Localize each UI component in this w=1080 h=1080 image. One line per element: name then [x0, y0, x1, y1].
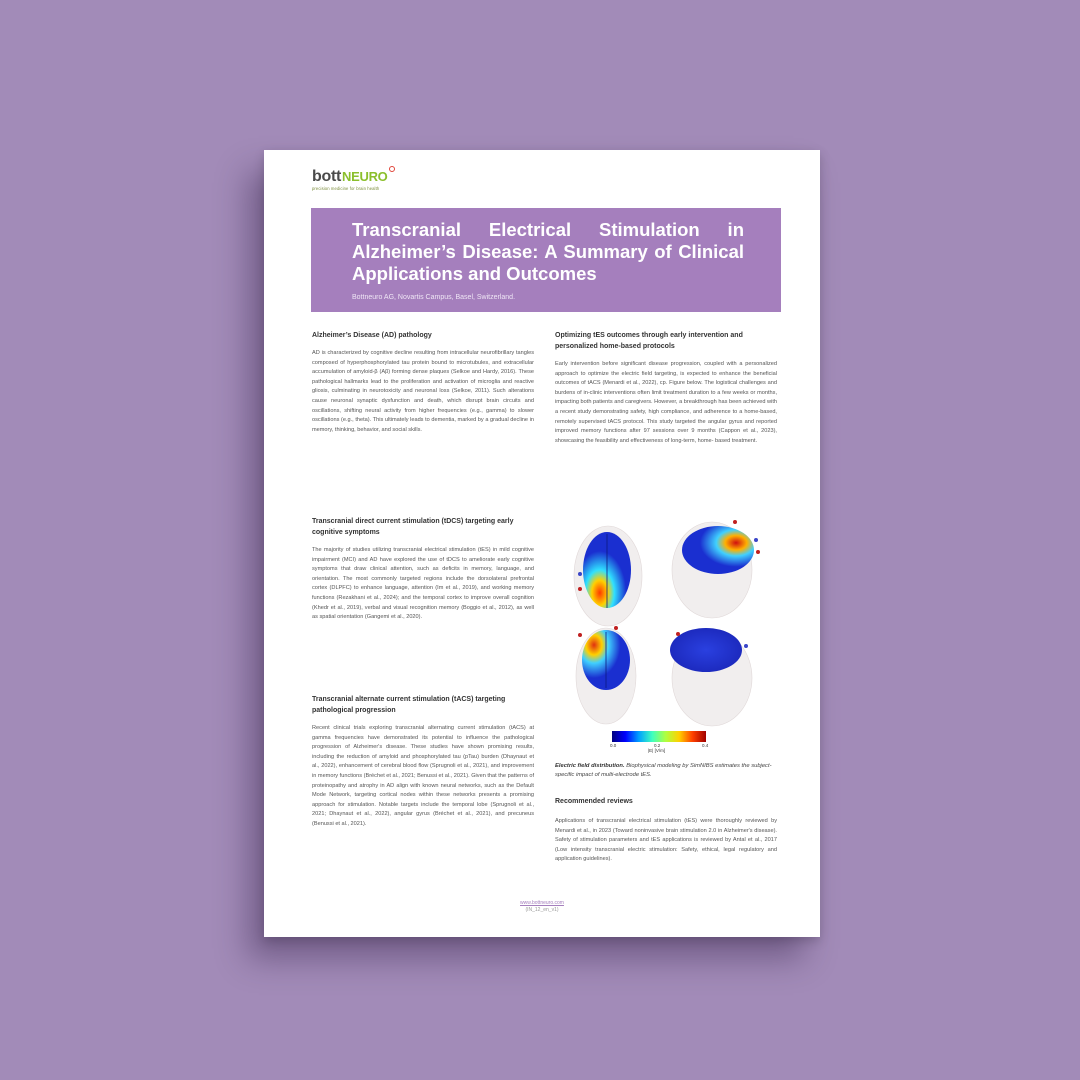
- colorbar-min: 0.0: [610, 743, 617, 748]
- section-tacs: [312, 694, 534, 830]
- section-body: Applications of transcranial electrical stimulation (tES) were thoroughly reviewed by Menardi et al., in 2023 (Toward noninvasive brain stimulation 2.0 in Alzheimer's disease). Safety of stimulation parameters and tES applications is reviewed by Antal et al., 2017 (Low intensity transcranial electric stimulation: Safety, ethical, legal regulatory and application guidelines).: [555, 818, 777, 863]
- logo-bott: bott: [312, 168, 342, 185]
- section-title: Optimizing tES outcomes through early intervention and personalized home-based protocols: [555, 332, 743, 350]
- section-optimizing-tes: [555, 330, 777, 446]
- brain-renderings-image: [560, 512, 770, 730]
- affiliation: Bottneuro AG, Novartis Campus, Basel, Switzerland.: [352, 294, 516, 301]
- section-ad-pathology: [312, 330, 534, 435]
- document-page: [264, 150, 820, 937]
- section-title: Transcranial alternate current stimulation (tACS) targeting pathological progression: [312, 696, 506, 714]
- section-body: Early intervention before significant disease progression, coupled with a personalized approach to optimize the electric field targeting, is expected to enhance the beneficial outcomes of tACS (Menardi et al., 2022), cp. Figure below. The logistical challenges and burdens of in-clinic interventions often limit treatment duration to a few weeks or months, impacting both patients and caregivers. However, a breakthrough has been achieved with a recent study demonstrating safety, high compliance, and adherence to a home-based, remotely supervised tACS protocol. This study targeted the angular gyrus and reported improved memory functions after 97 sessions over 9 months (Cappon et al., 2023), showcasing the feasibility and effectiveness of long-term, home- based treatment.: [555, 361, 777, 444]
- section-body: AD is characterized by cognitive decline resulting from intracellular neurofibrillary tangles composed of hyperphosphorylated tau protein bound to microtubules, and extracellular accumulation of amyloid-β (Aβ) forming dense plaques (Selkoe and Hardy, 2016). These pathological hallmarks lead to the proliferation and activation of microglia and reactive gliosis, culminating in neurotoxicity and neuronal loss (Selkoe, 2011). Such alterations cause neuronal synaptic dysfunction and death, which disrupt brain circuits and oscillations, shifting neural activity from higher frequencies (e.g., gamma) to slower oscillations (e.g., theta). This ultimately leads to dementia, marked by a gradual decline in memory, thinking, behavior, and social skills.: [312, 350, 534, 433]
- section-tdcs: [312, 516, 534, 623]
- colorbar-mid: 0.2: [654, 743, 661, 748]
- section-title: Recommended reviews: [555, 798, 633, 805]
- logo-neuro: NEURO: [342, 169, 388, 184]
- section-recommended-reviews: [555, 796, 777, 865]
- electric-field-figure: [560, 512, 770, 758]
- document-title: Transcranial Electrical Stimulation in Alzheimer’s Disease: A Summary of Clinical Applications and Outcomes: [352, 219, 744, 284]
- colorbar-unit: |E| [V/m]: [648, 748, 666, 753]
- logo-mark-icon: [389, 166, 395, 172]
- document-code: (IN_12_en_v1): [525, 907, 559, 913]
- section-title: Alzheimer’s Disease (AD) pathology: [312, 332, 432, 339]
- footer: [264, 900, 820, 914]
- section-title: Transcranial direct current stimulation (tDCS) targeting early cognitive symptoms: [312, 518, 514, 536]
- bottneuro-logo: [312, 169, 387, 191]
- figure-caption: [555, 762, 777, 781]
- colorbar-max: 0.4: [702, 743, 709, 748]
- logo-tagline: precision medicine for brain health: [312, 186, 380, 191]
- section-body: Recent clinical trials exploring transcranial alternating current stimulation (tACS) at gamma frequencies have demonstrated its potential to influence the pathological progression of Alzheimer's disease. These studies have shown promising results, including the reduction of amyloid and phosphorylated tau (pTau) burden (Dhaynaut et al., 2022), enhancement of cerebral blood flow (Sprugnoli et al., 2021), and improvement in memory functions (Bréchet et al., 2021; Benussi et al., 2021). Given that the patterns of proteinopathy and atrophy in AD align with known neural networks, such as the Default Mode Network, targeting cortical nodes within these networks presents a promising approach for stimulation. Notable targets include the temporal lobe (Sprugnoli et al., 2021; Dhaynaut et al., 2022), angular gyrus (Bréchet et al., 2021), and precuneus (Benussi et al., 2021).: [312, 725, 535, 827]
- footer-url-link[interactable]: www.bottneuro.com: [520, 900, 564, 906]
- section-body: The majority of studies utilizing transcranial electrical stimulation (tES) in mild cognitive impairment (MCI) and AD have explored the use of tDCS to ameliorate early cognitive symptoms that draw clinical attention, such as deficits in memory, language, and orientation. The most commonly targeted regions include the dorsolateral prefrontal cortex (DLPFC) to enhance language, attention (Im et al., 2019), and working memory functions (Rezakhani et al., 2024); and the temporal cortex to improve overall cognition (Khedr et al., 2019), verbal and visual recognition memory (Boggio et al., 2012), as well as spatial orientation (Gangemi et al., 2020).: [312, 547, 534, 621]
- title-banner: [311, 208, 781, 312]
- caption-text: Biophysical modeling by SimNIBS estimates the subject-specific impact of multi-electrode tES.: [555, 763, 772, 779]
- colorbar: [612, 731, 706, 742]
- caption-title: Electric field distribution.: [555, 763, 625, 769]
